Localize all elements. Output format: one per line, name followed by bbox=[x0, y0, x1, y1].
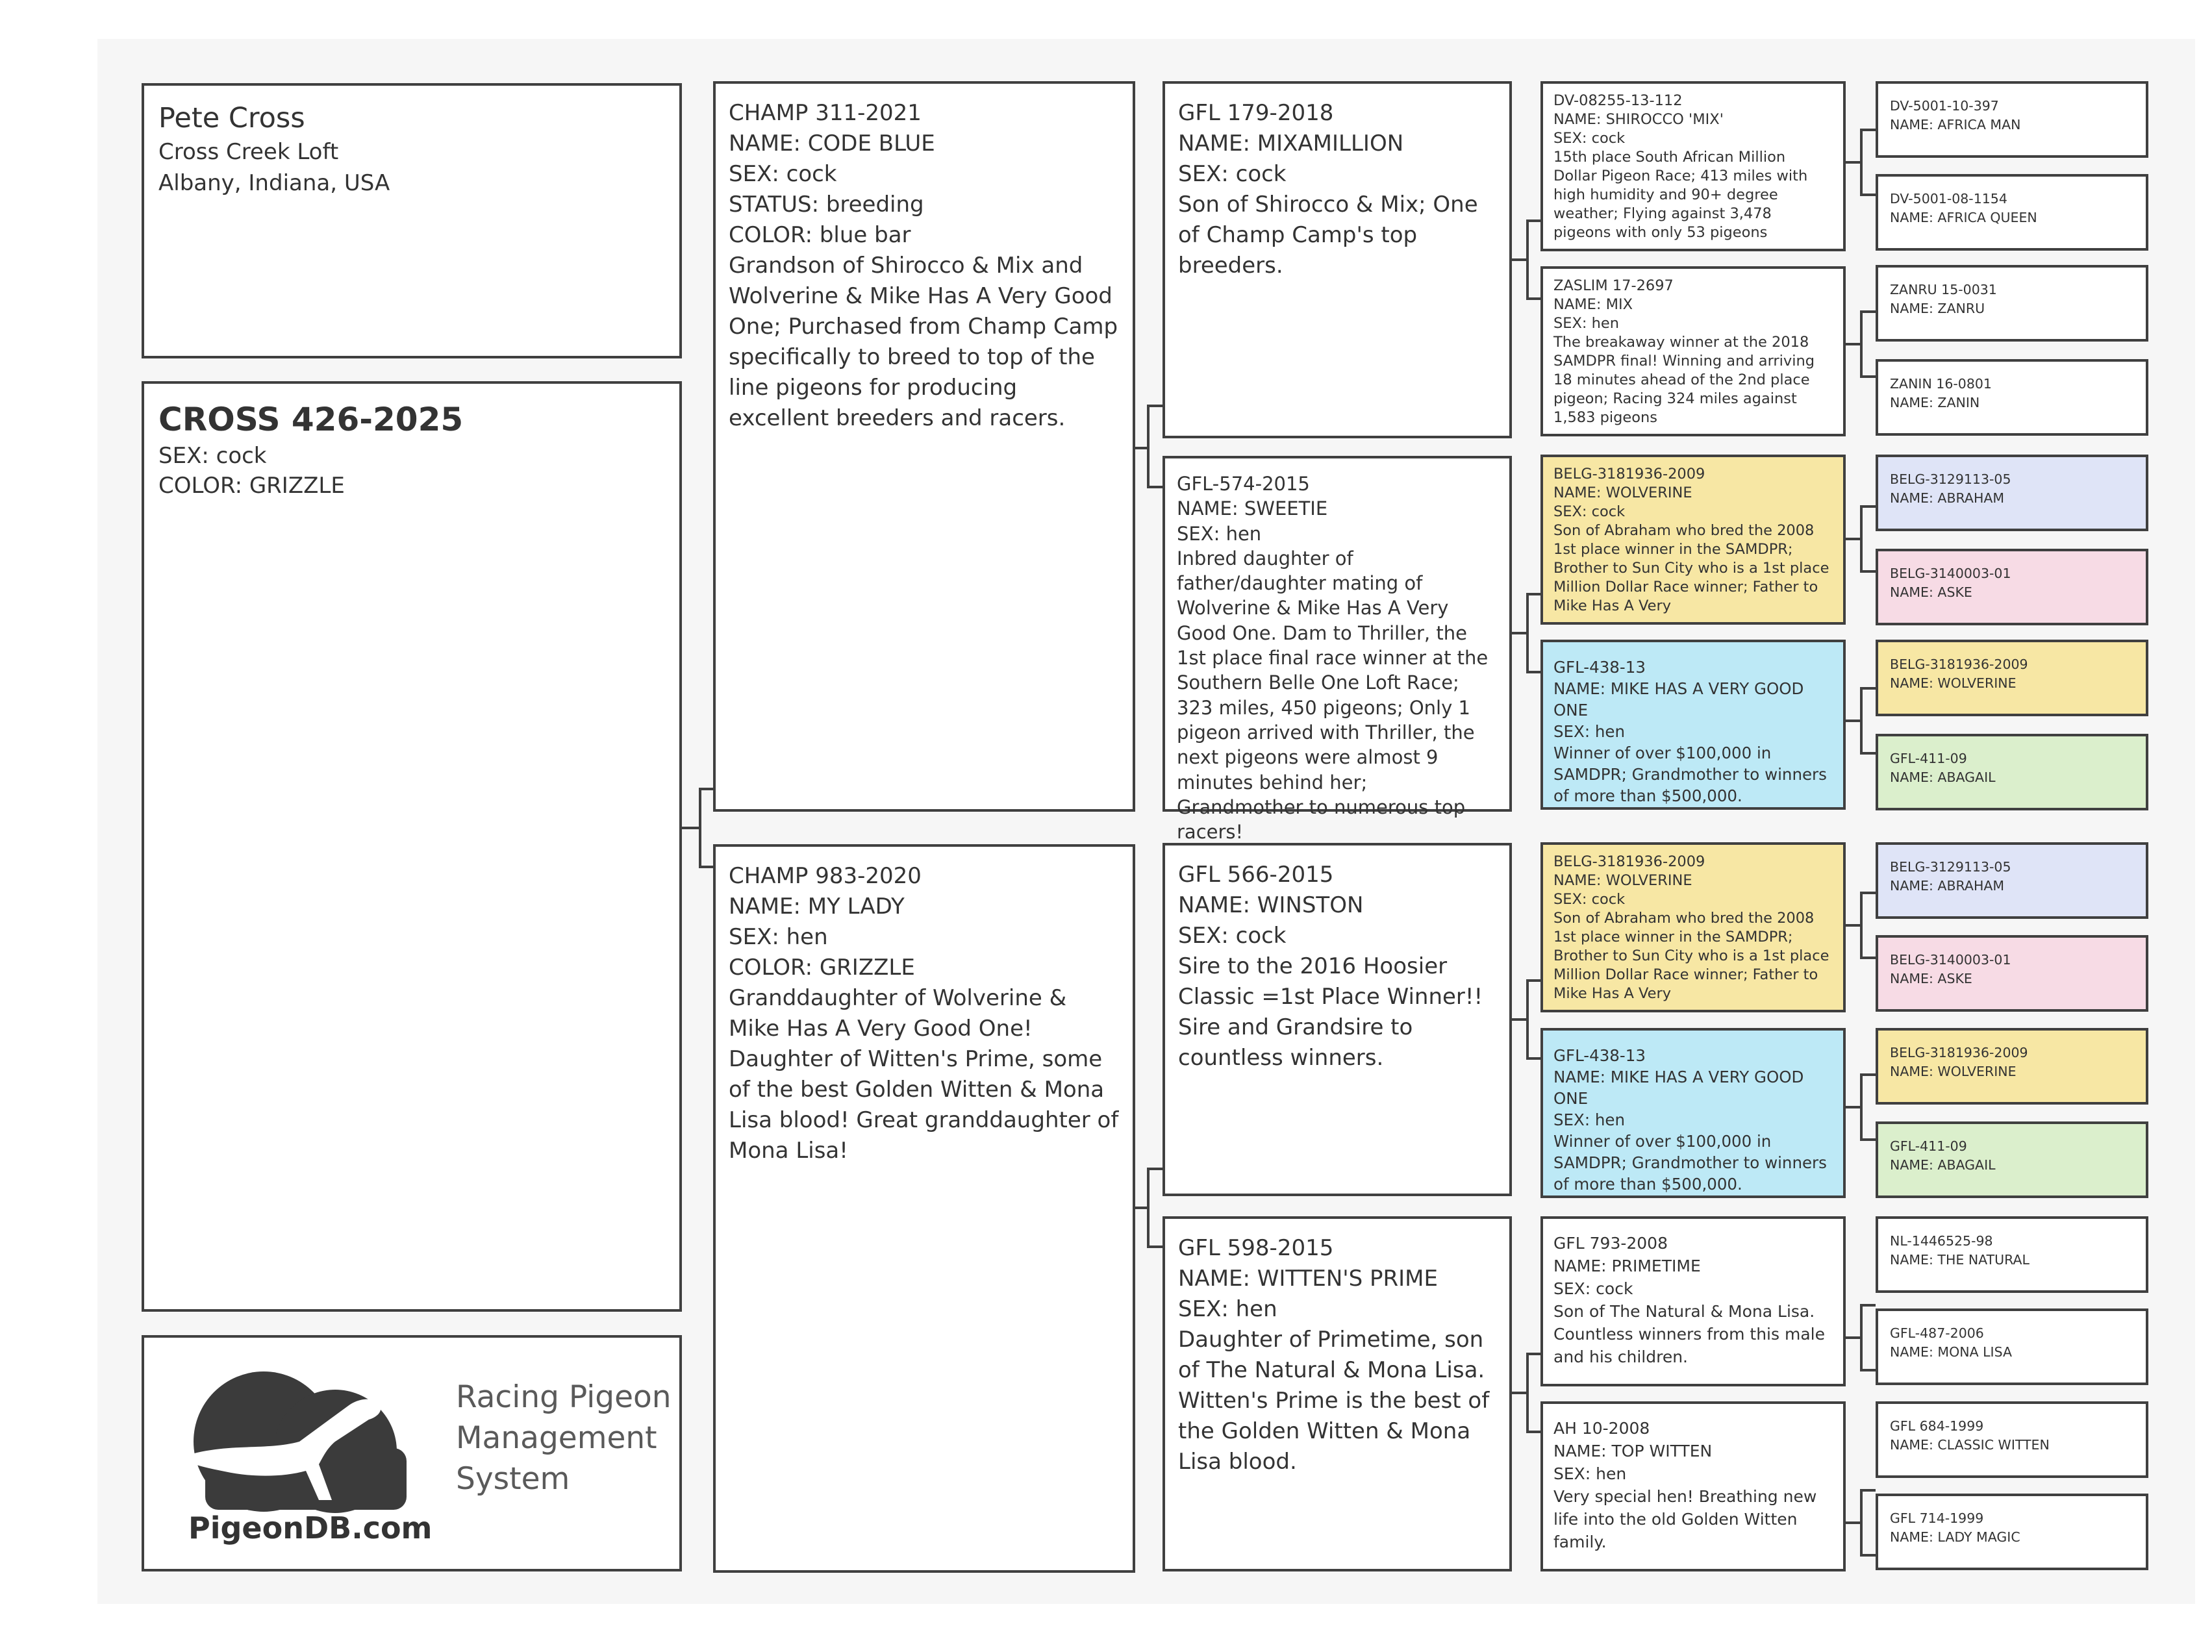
ancestor-box-6 bbox=[1876, 640, 2148, 716]
pigeon-name: NAME: WOLVERINE bbox=[1553, 872, 1692, 889]
logo-title bbox=[456, 1377, 672, 1499]
pigeon-name: NAME: ZANRU bbox=[1890, 301, 1985, 316]
great-grandparent-box-3 bbox=[1540, 640, 1846, 810]
pigeon-notes: Son of Abraham who bred the 2008 1st place winner in the SAMDPR; Brother to Sun City who is a 1st place Million Dollar Race winner; Father to Mike Has A Very bbox=[1553, 522, 1829, 614]
pigeon-name: NAME: ASKE bbox=[1890, 584, 1972, 600]
pigeon-name: NAME: ASKE bbox=[1890, 971, 1972, 986]
dam-name: NAME: MY LADY bbox=[729, 894, 905, 920]
connector-g4-4 bbox=[1846, 893, 1876, 958]
pigeon-name: NAME: WINSTON bbox=[1178, 892, 1364, 918]
pigeon-band: BELG-3181936-2009 bbox=[1553, 466, 1705, 482]
grandparent-box-0 bbox=[1163, 81, 1512, 438]
pigeon-notes: 15th place South African Million Dollar Pigeon Race; 413 miles with high humidity and 90+ degree weather; Flying against 3,478 pigeons with only 53 pigeons bbox=[1553, 149, 1808, 241]
dam-color: COLOR: GRIZZLE bbox=[729, 955, 915, 981]
logo-line2: Management bbox=[456, 1420, 657, 1456]
pigeon-name: NAME: MIX bbox=[1553, 296, 1633, 313]
connector-g3-1 bbox=[1512, 594, 1540, 672]
pigeon-name: NAME: CLASSIC WITTEN bbox=[1890, 1437, 2050, 1453]
pigeon-notes: The breakaway winner at the 2018 SAMDPR final! Winning and arriving 18 minutes ahead of the 2nd place pigeon; Racing 324 miles against 1,583 pigeons bbox=[1553, 334, 1815, 426]
pigeon-name: NAME: ABRAHAM bbox=[1890, 490, 2005, 506]
great-grandparent-box-0 bbox=[1540, 81, 1846, 251]
dam-band: CHAMP 983-2020 bbox=[729, 863, 922, 889]
pigeon-band: GFL 566-2015 bbox=[1178, 862, 1334, 888]
pigeon-sex: SEX: cock bbox=[1553, 130, 1626, 147]
pigeon-band: ZANIN 16-0801 bbox=[1890, 376, 1992, 392]
pigeon-band: GFL 714-1999 bbox=[1890, 1510, 1984, 1526]
dam-notes: Granddaughter of Wolverine & Mike Has A Very Good One! Daughter of Witten's Prime, some of the best Golden Witten & Mona Lisa blood! Great granddaughter of Mona Lisa! bbox=[729, 985, 1119, 1164]
pigeon-sex: SEX: cock bbox=[1553, 503, 1626, 520]
ancestor-box-2 bbox=[1876, 265, 2148, 342]
owner-name: Pete Cross bbox=[158, 102, 305, 134]
great-grandparent-box-1 bbox=[1540, 266, 1846, 436]
pigeon-band: ZASLIM 17-2697 bbox=[1553, 277, 1674, 294]
connector-g4-2 bbox=[1846, 507, 1876, 571]
ancestor-box-7 bbox=[1876, 734, 2148, 810]
pigeon-notes: Son of Abraham who bred the 2008 1st place winner in the SAMDPR; Brother to Sun City who is a 1st place Million Dollar Race winner; Father to Mike Has A Very bbox=[1553, 910, 1829, 1002]
pigeon-band: GFL-574-2015 bbox=[1177, 473, 1310, 495]
pigeon-name: NAME: ABAGAIL bbox=[1890, 770, 1996, 785]
grandparent-box-2 bbox=[1163, 843, 1512, 1196]
pigeon-band: GFL-487-2006 bbox=[1890, 1325, 1984, 1341]
pigeon-notes: Inbred daughter of father/daughter mating of Wolverine & Mike Has A Very Good One. Dam to Thriller, the 1st place final race winner at the Southern Belle One Loft Race; 323 miles, 450 pigeons; Only 1 pigeon arrived with Thriller, the next pigeons were almost 9 minutes behind her; Grandmother to numerous top racers! bbox=[1177, 547, 1489, 844]
dam-sex: SEX: hen bbox=[729, 924, 828, 950]
ancestor-box-14 bbox=[1876, 1401, 2148, 1478]
pigeon-name: NAME: ZANIN bbox=[1890, 395, 1980, 410]
pigeon-name: NAME: MIKE HAS A VERY GOOD ONE bbox=[1553, 679, 1804, 720]
pigeon-sex: SEX: hen bbox=[1553, 1464, 1627, 1483]
connector-subject bbox=[682, 789, 713, 867]
connector-g4-0 bbox=[1846, 130, 1876, 195]
great-grandparent-box-2 bbox=[1540, 455, 1846, 625]
pigeon-notes: Sire to the 2016 Hoosier Classic =1st Place Winner!! Sire and Grandsire to countless winners. bbox=[1178, 953, 1483, 1071]
grandparent-box-3 bbox=[1163, 1216, 1512, 1571]
pigeon-band: GFL 793-2008 bbox=[1553, 1234, 1668, 1253]
great-grandparent-box-7 bbox=[1540, 1401, 1846, 1571]
pigeon-band: BELG-3129113-05 bbox=[1890, 859, 2011, 875]
pigeon-sex: SEX: hen bbox=[1553, 722, 1625, 741]
ancestor-box-15 bbox=[1876, 1494, 2148, 1570]
ancestor-box-8 bbox=[1876, 842, 2148, 919]
subject-sex: SEX: cock bbox=[158, 443, 267, 469]
pigeon-name: NAME: AFRICA MAN bbox=[1890, 117, 2021, 132]
connector-g3-0 bbox=[1512, 221, 1540, 299]
ancestor-box-9 bbox=[1876, 935, 2148, 1012]
pigeon-name: NAME: ABAGAIL bbox=[1890, 1157, 1996, 1173]
pigeon-band: BELG-3181936-2009 bbox=[1890, 1045, 2028, 1060]
connector-g3-3 bbox=[1512, 1354, 1540, 1432]
pigeon-name: NAME: ABRAHAM bbox=[1890, 878, 2005, 894]
pigeon-band: GFL 684-1999 bbox=[1890, 1418, 1984, 1434]
owner-header bbox=[142, 83, 682, 358]
pigeon-sex: SEX: cock bbox=[1178, 923, 1287, 949]
ancestor-box-1 bbox=[1876, 174, 2148, 251]
subject-pigeon bbox=[142, 381, 682, 1312]
pigeon-notes: Winner of over $100,000 in SAMDPR; Grandmother to winners of more than $500,000. bbox=[1553, 1132, 1827, 1194]
pigeon-sex: SEX: cock bbox=[1553, 891, 1626, 908]
connector-dam bbox=[1135, 1169, 1163, 1247]
pigeon-band: GFL 598-2015 bbox=[1178, 1235, 1334, 1261]
pigeon-sex: SEX: cock bbox=[1553, 1279, 1633, 1298]
pigeon-name: NAME: WOLVERINE bbox=[1890, 675, 2017, 691]
pigeon-name: NAME: MIKE HAS A VERY GOOD ONE bbox=[1553, 1068, 1804, 1108]
sire-color: COLOR: blue bar bbox=[729, 222, 911, 248]
pigeon-name: NAME: SWEETIE bbox=[1177, 497, 1328, 520]
logo-panel bbox=[142, 1335, 682, 1571]
pigeon-notes: Son of Shirocco & Mix; One of Champ Camp's top breeders. bbox=[1178, 192, 1478, 279]
pigeon-name: NAME: MIXAMILLION bbox=[1178, 131, 1404, 156]
ancestor-box-11 bbox=[1876, 1121, 2148, 1198]
pigeon-band: BELG-3129113-05 bbox=[1890, 471, 2011, 487]
pigeon-band: BELG-3140003-01 bbox=[1890, 566, 2011, 581]
connector-g4-7 bbox=[1846, 1490, 1876, 1555]
pigeon-band: NL-1446525-98 bbox=[1890, 1233, 1993, 1249]
pigeon-name: NAME: MONA LISA bbox=[1890, 1344, 2013, 1360]
pigeon-name: NAME: TOP WITTEN bbox=[1553, 1442, 1713, 1460]
pigeon-sex: SEX: hen bbox=[1553, 1110, 1625, 1129]
dam-box bbox=[713, 844, 1135, 1573]
connector-g4-5 bbox=[1846, 1075, 1876, 1140]
great-grandparent-box-6 bbox=[1540, 1216, 1846, 1386]
ancestor-box-12 bbox=[1876, 1216, 2148, 1293]
pigeon-band: AH 10-2008 bbox=[1553, 1419, 1650, 1438]
pigeon-name: NAME: SHIROCCO 'MIX' bbox=[1553, 111, 1724, 128]
sire-name: NAME: CODE BLUE bbox=[729, 131, 935, 156]
pigeon-band: ZANRU 15-0031 bbox=[1890, 282, 1997, 297]
pigeon-notes: Son of The Natural & Mona Lisa. Countless winners from this male and his children. bbox=[1553, 1302, 1825, 1366]
subject-band: CROSS 426-2025 bbox=[158, 401, 464, 438]
subject-color: COLOR: GRIZZLE bbox=[158, 473, 345, 499]
pigeon-sex: SEX: cock bbox=[1178, 161, 1287, 187]
owner-loft: Cross Creek Loft bbox=[158, 139, 339, 165]
pigeon-band: BELG-3181936-2009 bbox=[1890, 657, 2028, 672]
connector-g4-6 bbox=[1846, 1305, 1876, 1370]
connector-sire bbox=[1135, 406, 1163, 487]
pigeon-notes: Daughter of Primetime, son of The Natural & Mona Lisa. Witten's Prime is the best of the Golden Witten & Mona Lisa blood. bbox=[1178, 1327, 1490, 1475]
ancestor-box-0 bbox=[1876, 81, 2148, 158]
pigeon-name: NAME: LADY MAGIC bbox=[1890, 1529, 2020, 1545]
pigeon-sex: SEX: hen bbox=[1178, 1296, 1277, 1322]
logo-url: PigeonDB.com bbox=[188, 1510, 433, 1546]
pigeon-band: DV-5001-08-1154 bbox=[1890, 191, 2007, 206]
ancestor-box-13 bbox=[1876, 1308, 2148, 1385]
sire-status: STATUS: breeding bbox=[729, 192, 924, 218]
ancestor-box-10 bbox=[1876, 1028, 2148, 1105]
pigeon-notes: Very special hen! Breathing new life into the old Golden Witten family. bbox=[1553, 1487, 1817, 1551]
pigeon-band: GFL-411-09 bbox=[1890, 751, 1967, 766]
pigeon-band: GFL-438-13 bbox=[1553, 658, 1646, 677]
pigeon-notes: Winner of over $100,000 in SAMDPR; Grandmother to winners of more than $500,000. bbox=[1553, 744, 1827, 805]
pigeon-band: GFL 179-2018 bbox=[1178, 100, 1334, 126]
sire-box bbox=[713, 81, 1135, 812]
pigeon-band: DV-5001-10-397 bbox=[1890, 98, 1999, 114]
pigeon-band: BELG-3181936-2009 bbox=[1553, 853, 1705, 870]
pigeon-name: NAME: WOLVERINE bbox=[1890, 1064, 2017, 1079]
ancestor-box-3 bbox=[1876, 359, 2148, 436]
pigeon-name: NAME: AFRICA QUEEN bbox=[1890, 210, 2037, 225]
grandparent-box-1 bbox=[1163, 456, 1512, 844]
ancestor-box-5 bbox=[1876, 549, 2148, 625]
pigeon-name: NAME: WOLVERINE bbox=[1553, 484, 1692, 501]
ancestor-box-4 bbox=[1876, 455, 2148, 531]
connector-g3-2 bbox=[1512, 981, 1540, 1058]
pigeon-band: GFL-438-13 bbox=[1553, 1046, 1646, 1065]
sire-band: CHAMP 311-2021 bbox=[729, 100, 922, 126]
connector-g4-3 bbox=[1846, 688, 1876, 753]
connector-g4-1 bbox=[1846, 312, 1876, 377]
sire-sex: SEX: cock bbox=[729, 161, 837, 187]
pigeon-sex: SEX: hen bbox=[1177, 522, 1262, 545]
pigeon-name: NAME: THE NATURAL bbox=[1890, 1252, 2030, 1268]
sire-notes: Grandson of Shirocco & Mix and Wolverine & Mike Has A Very Good One; Purchased from Champ Camp specifically to breed to top of the line pigeons for producing excellent breeders and racers. bbox=[729, 253, 1118, 431]
owner-location: Albany, Indiana, USA bbox=[158, 170, 390, 196]
logo-line3: System bbox=[456, 1461, 570, 1497]
pigeon-name: NAME: WITTEN'S PRIME bbox=[1178, 1266, 1438, 1292]
pigeon-name: NAME: PRIMETIME bbox=[1553, 1257, 1701, 1275]
great-grandparent-box-4 bbox=[1540, 842, 1846, 1012]
pigeon-band: BELG-3140003-01 bbox=[1890, 952, 2011, 968]
pigeon-silhouette-icon bbox=[153, 1344, 439, 1513]
great-grandparent-box-5 bbox=[1540, 1028, 1846, 1198]
pigeon-band: DV-08255-13-112 bbox=[1553, 92, 1683, 109]
pigeon-band: GFL-411-09 bbox=[1890, 1138, 1967, 1154]
pigeon-sex: SEX: hen bbox=[1553, 315, 1620, 332]
logo-line1: Racing Pigeon bbox=[456, 1379, 672, 1415]
